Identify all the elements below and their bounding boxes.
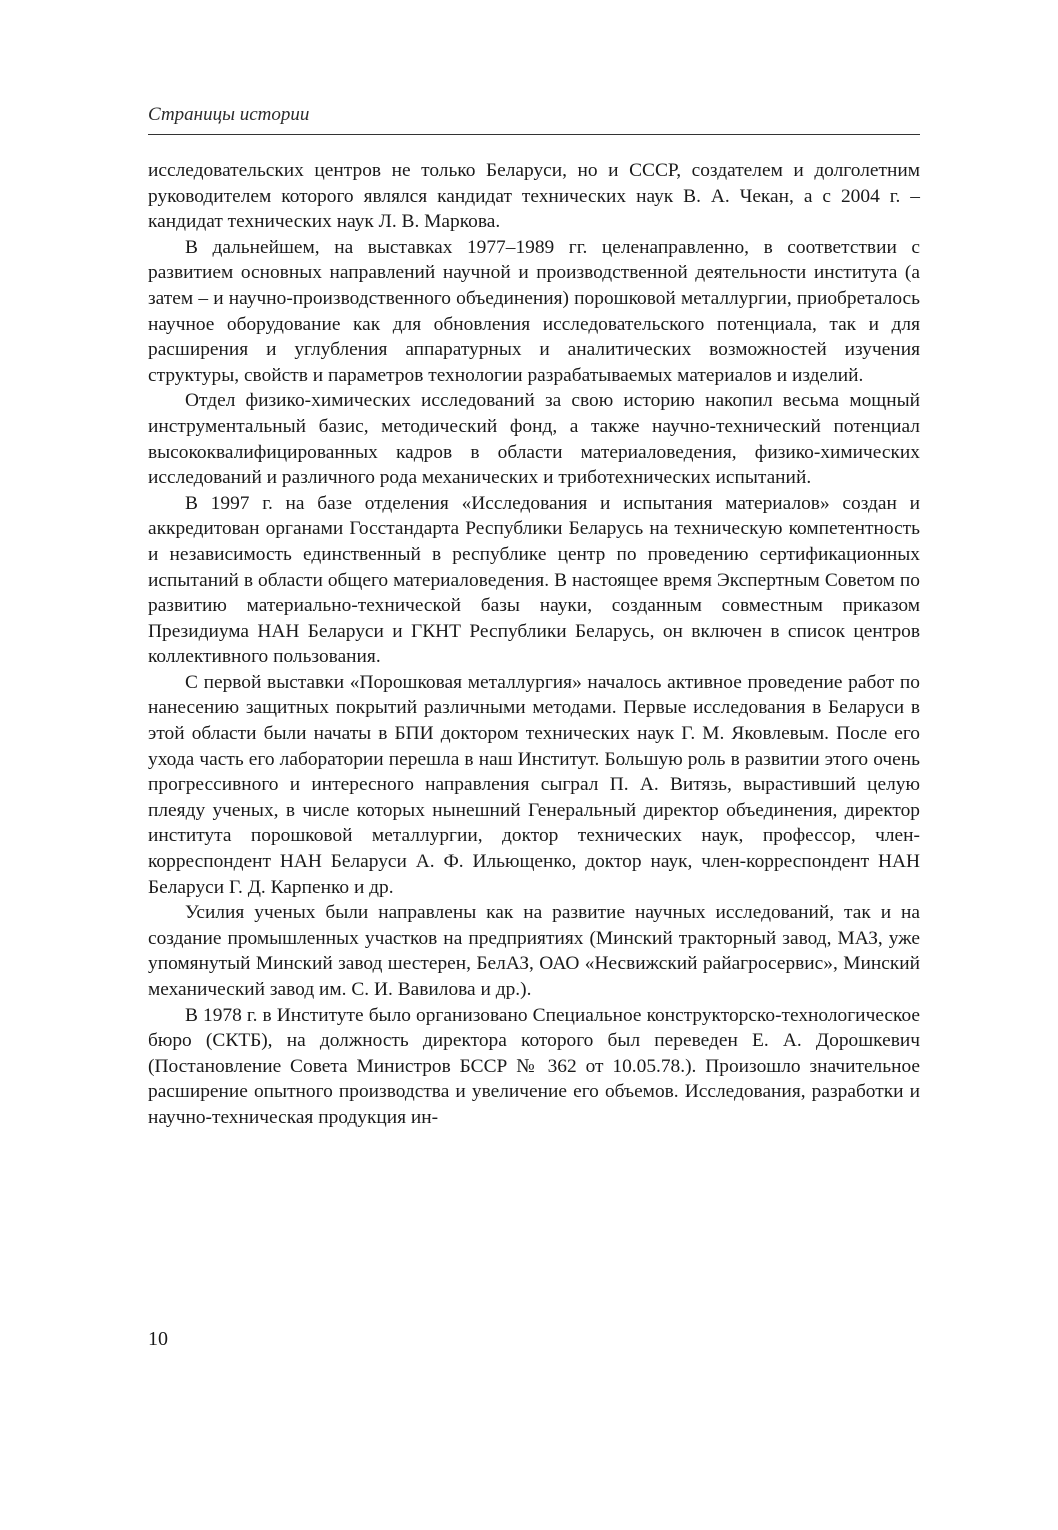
paragraph-3: Отдел физико-химических исследований за свою историю накопил весьма мощный инструментальный базис, методический фонд, а также научно-технический потенциал высококвалифицированных кадров в области материаловедения, физико-химических исследований и различного рода механических и триботехнических испытаний. xyxy=(148,390,920,489)
paragraph-6: Усилия ученых были направлены как на развитие научных исследований, так и на создание промышленных участков на предприятиях (Минский тракторный завод, МАЗ, уже упомянутый Минский завод шестерен, БелАЗ, ОАО «Несвижский райагросервис», Минский механический завод им. С. И. Вавилова и др.). xyxy=(148,902,920,1000)
header-rule xyxy=(148,134,920,135)
running-head: Страницы истории xyxy=(148,104,310,125)
paragraph-5: С первой выставки «Порошковая металлургия» началось активное проведение работ по нанесению защитных покрытий различными методами. Первые исследования в Беларуси в этой области были начаты в БПИ доктором технических наук Г. М. Яковлевым. После его ухода часть его лаборатории перешла в наш Институт. Большую роль в развитии этого очень прогрессивного и интересного направления сыграл П. А. Витязь, вырастивший целую плеяду ученых, в числе которых нынешний Генеральный директор объединения, директор института порошковой металлургии, доктор технических наук, профессор, член-корреспондент НАН Беларуси А. Ф. Ильющенко, доктор наук, член-корреспондент НАН Беларуси Г. Д. Карпенко и др. xyxy=(148,671,920,898)
paragraph-1: исследовательских центров не только Беларуси, но и СССР, создателем и долголетним руководителем которого являлся кандидат технических наук В. А. Чекан, а с 2004 г. – кандидат технических наук Л. В. Маркова. xyxy=(148,160,920,233)
body-text xyxy=(148,158,920,1131)
paragraph-7: В 1978 г. в Институте было организовано Специальное конструкторско-технологическое бюро (СКТБ), на должность директора которого был переведен Е. А. Дорошкевич (Постановление Совета Министров БССР № 362 от 10.05.78.). Произошло значительное расширение опытного производства и увеличение его объемов. Исследования, разработки и научно-техническая продукция ин- xyxy=(148,1004,920,1128)
paragraph-2: В дальнейшем, на выставках 1977–1989 гг. целенаправленно, в соответствии с развитием основных направлений научной и производственной деятельности института (а затем – и научно-производственного объединения) порошковой металлургии, приобреталось научное оборудование как для обновления исследовательского потенциала, так и для расширения и углубления аппаратурных и аналитических возможностей изучения структуры, свойств и параметров технологии разрабатываемых материалов и изделий. xyxy=(148,236,920,386)
page-number: 10 xyxy=(148,1328,168,1350)
paragraph-4: В 1997 г. на базе отделения «Исследования и испытания материалов» создан и аккредитован органами Госстандарта Республики Беларусь на техническую компетентность и независимость единственный в республике центр по проведению сертификационных испытаний в области общего материаловедения. В настоящее время Экспертным Советом по развитию материально-технической базы науки, созданным совместным приказом Президиума НАН Беларуси и ГКНТ Республики Беларусь, он включен в список центров коллективного пользования. xyxy=(148,492,920,668)
